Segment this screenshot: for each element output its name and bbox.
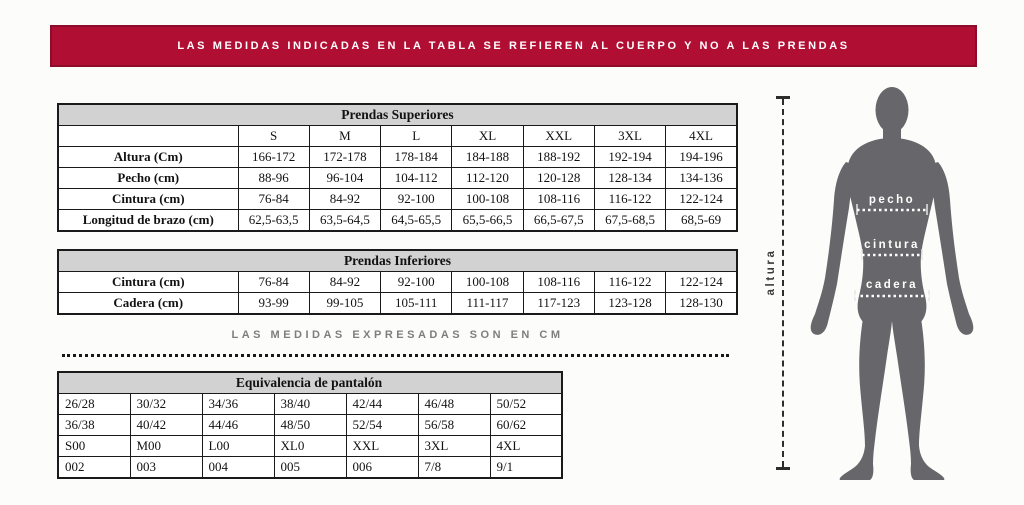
value-cell: 99-105 [309,293,380,315]
value-cell: 96-104 [309,168,380,189]
table-title-row [58,104,737,126]
prendas-inferiores-table [57,249,738,315]
value-cell: 84-92 [309,272,380,293]
row-label: Cintura (cm) [58,189,238,210]
prendas-superiores-table [57,103,738,232]
equivalence-cell: 005 [274,457,346,479]
value-cell: 122-124 [666,189,737,210]
value-cell: 100-108 [452,189,523,210]
value-cell: 108-116 [523,189,594,210]
equivalence-row [58,436,562,457]
value-cell: 112-120 [452,168,523,189]
equivalence-cell: S00 [58,436,130,457]
size-header-cell: S [238,126,309,147]
size-header-cell: 3XL [594,126,665,147]
table-title: Equivalencia de pantalón [58,372,562,394]
equivalence-cell: 006 [346,457,418,479]
value-cell: 68,5-69 [666,210,737,232]
equivalence-row [58,457,562,479]
equivalence-row [58,415,562,436]
value-cell: 65,5-66,5 [452,210,523,232]
equivalence-cell: 60/62 [490,415,562,436]
equivalence-row [58,394,562,415]
altura-dashed-line [782,99,784,467]
dotted-separator [62,354,729,357]
warning-banner-text: LAS MEDIDAS INDICADAS EN LA TABLA SE REFIEREN AL CUERPO Y NO A LAS PRENDAS [177,40,850,52]
equivalence-cell: 56/58 [418,415,490,436]
equivalence-cell: 44/46 [202,415,274,436]
equivalence-cell: 50/52 [490,394,562,415]
equivalence-cell: 34/36 [202,394,274,415]
equivalence-cell: 9/1 [490,457,562,479]
value-cell: 92-100 [381,272,452,293]
value-cell: 67,5-68,5 [594,210,665,232]
equivalence-cell: 3XL [418,436,490,457]
equivalence-cell: 40/42 [130,415,202,436]
value-cell: 66,5-67,5 [523,210,594,232]
equivalence-cell: 42/44 [346,394,418,415]
value-cell: 108-116 [523,272,594,293]
value-cell: 76-84 [238,272,309,293]
value-cell: 64,5-65,5 [381,210,452,232]
value-cell: 188-192 [523,147,594,168]
value-cell: 184-188 [452,147,523,168]
equivalencia-pantalon-table [57,371,563,479]
value-cell: 116-122 [594,189,665,210]
size-header-row [58,126,737,147]
row-label: Pecho (cm) [58,168,238,189]
measure-row [58,210,737,232]
table-title-row [58,250,737,272]
value-cell: 117-123 [523,293,594,315]
equivalence-cell: 002 [58,457,130,479]
value-cell: 63,5-64,5 [309,210,380,232]
equivalence-cell: 48/50 [274,415,346,436]
value-cell: 93-99 [238,293,309,315]
value-cell: 194-196 [666,147,737,168]
equivalence-cell: 003 [130,457,202,479]
value-cell: 76-84 [238,189,309,210]
altura-label: altura [765,248,777,296]
table-title: Prendas Inferiores [58,250,737,272]
equivalence-cell: 004 [202,457,274,479]
silhouette-right-arm [926,162,973,335]
value-cell: 122-124 [666,272,737,293]
warning-banner [50,25,977,67]
equivalence-cell: 46/48 [418,394,490,415]
row-label: Longitud de brazo (cm) [58,210,238,232]
measure-row [58,272,737,293]
value-cell: 192-194 [594,147,665,168]
value-cell: 134-136 [666,168,737,189]
equivalence-cell: XXL [346,436,418,457]
altura-top-cap [776,96,790,99]
value-cell: 116-122 [594,272,665,293]
measure-row [58,293,737,315]
row-label: Cadera (cm) [58,293,238,315]
cadera-label: cadera [865,279,919,291]
equivalence-cell: 7/8 [418,457,490,479]
equivalence-cell: 30/32 [130,394,202,415]
size-header-cell: M [309,126,380,147]
equivalence-cell: 26/28 [58,394,130,415]
size-header-cell: 4XL [666,126,737,147]
cintura-label: cintura [864,239,920,251]
table-title-row [58,372,562,394]
value-cell: 128-130 [666,293,737,315]
altura-bottom-cap [776,467,790,470]
value-cell: 166-172 [238,147,309,168]
value-cell: 178-184 [381,147,452,168]
value-cell: 88-96 [238,168,309,189]
silhouette-left-arm [811,162,858,335]
size-header-cell: XL [452,126,523,147]
silhouette-left-leg [840,318,892,480]
silhouette-right-leg [892,318,944,480]
value-cell: 123-128 [594,293,665,315]
value-cell: 104-112 [381,168,452,189]
value-cell: 92-100 [381,189,452,210]
measure-row [58,189,737,210]
table-title: Prendas Superiores [58,104,737,126]
equivalence-cell: 52/54 [346,415,418,436]
value-cell: 172-178 [309,147,380,168]
value-cell: 84-92 [309,189,380,210]
equivalence-cell: 38/40 [274,394,346,415]
equivalence-cell: M00 [130,436,202,457]
value-cell: 62,5-63,5 [238,210,309,232]
human-silhouette-figure [800,86,985,484]
value-cell: 100-108 [452,272,523,293]
silhouette-torso [847,138,936,322]
equivalence-cell: L00 [202,436,274,457]
row-label: Cintura (cm) [58,272,238,293]
equivalence-cell: XL0 [274,436,346,457]
value-cell: 111-117 [452,293,523,315]
value-cell: 128-134 [594,168,665,189]
equivalence-cell: 4XL [490,436,562,457]
equivalence-cell: 36/38 [58,415,130,436]
units-note: LAS MEDIDAS EXPRESADAS SON EN CM [231,329,564,341]
size-header-cell: XXL [523,126,594,147]
corner-cell [58,126,238,147]
measure-row [58,147,737,168]
size-header-cell: L [381,126,452,147]
pecho-label: pecho [868,194,916,206]
value-cell: 120-128 [523,168,594,189]
value-cell: 105-111 [381,293,452,315]
measure-row [58,168,737,189]
row-label: Altura (Cm) [58,147,238,168]
